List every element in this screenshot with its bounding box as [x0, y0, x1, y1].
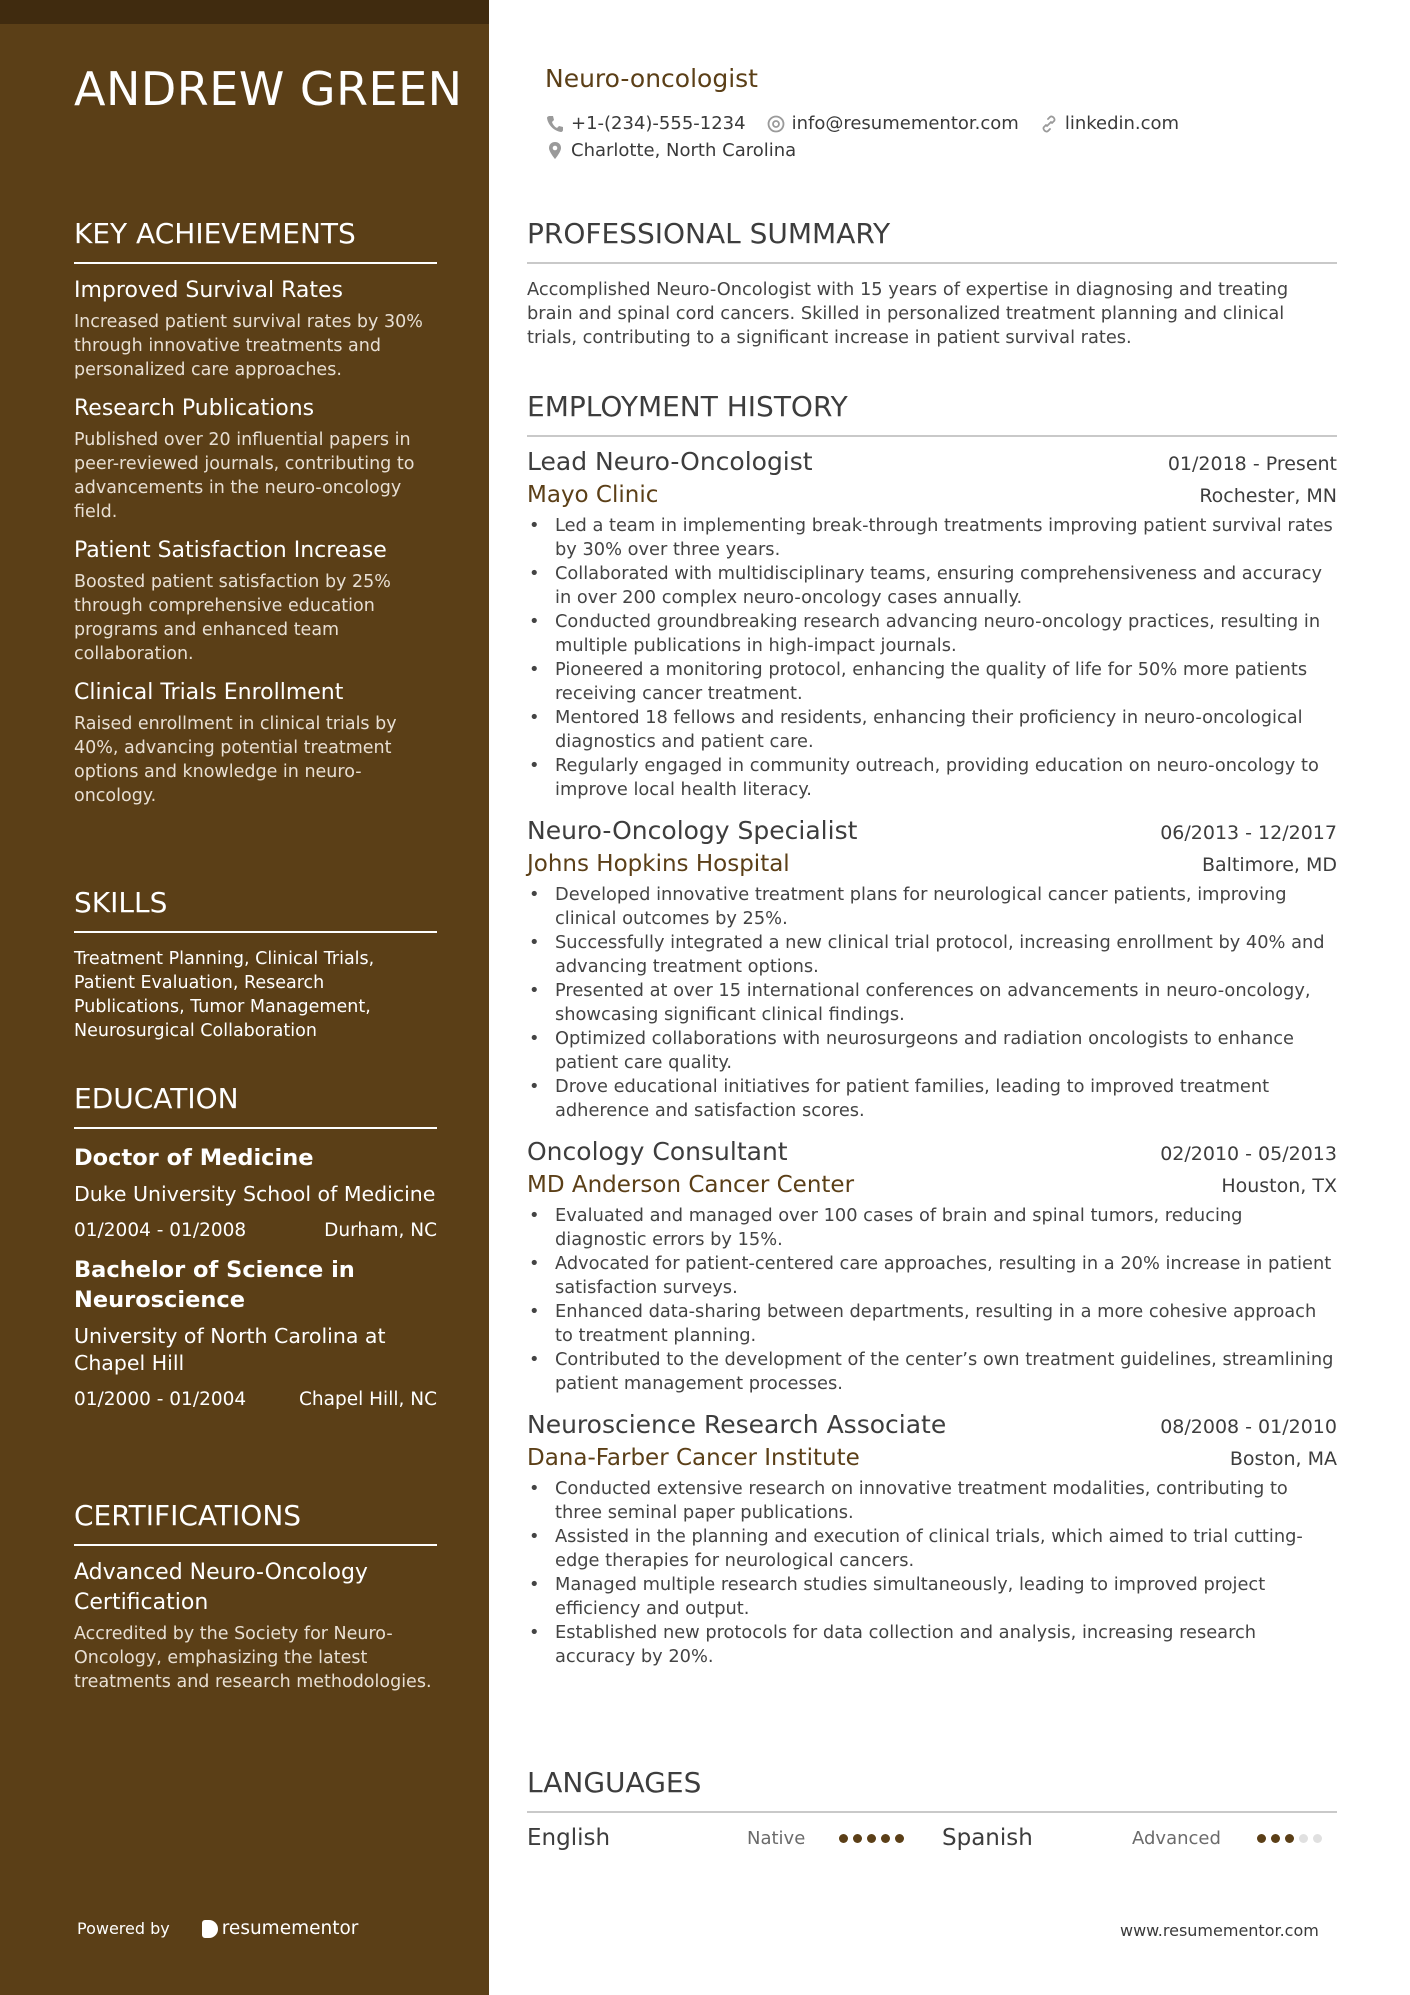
job-role: Oncology Consultant: [527, 1137, 788, 1166]
achievement-title: Improved Survival Rates: [74, 278, 344, 303]
sidebar: [0, 0, 489, 1995]
rating-dot-filled: [1271, 1834, 1280, 1843]
job-bullet: • Evaluated and managed over 100 cases of brain and spinal tumors, reducing diagnostic errors by 15%.: [527, 1204, 1337, 1252]
job-bullet: • Drove educational initiatives for patient families, leading to improved treatment adherence and satisfaction scores.: [527, 1075, 1337, 1123]
achievement-desc: Published over 20 influential papers in peer-reviewed journals, contributing to advancements in the neuro-oncology field.: [74, 430, 415, 522]
job-dates: 01/2018 - Present: [1167, 453, 1337, 475]
language-name: Spanish: [942, 1825, 1033, 1851]
contact-phone[interactable]: [545, 113, 746, 134]
languages-row: [527, 1825, 1337, 1851]
skills-list: Treatment Planning, Clinical Trials, Patient Evaluation, Research Publications, Tumor Management, Neurosurgical Collaboration: [74, 949, 375, 1041]
candidate-title: Neuro-oncologist: [545, 64, 758, 93]
job-company: Mayo Clinic: [527, 482, 659, 508]
languages-section: [527, 1766, 1337, 1851]
certification-title: Advanced Neuro-Oncology Certification: [74, 1560, 368, 1615]
education-dates: 01/2000 - 01/2004: [74, 1389, 247, 1410]
job-entry: [527, 1410, 1337, 1669]
job-bullet: • Managed multiple research studies simultaneously, leading to improved project efficiency and output.: [527, 1573, 1337, 1621]
email-text: info@resumementor.com: [791, 113, 1019, 134]
summary-text: Accomplished Neuro-Oncologist with 15 years of expertise in diagnosing and treating brain and spinal cord cancers. Skilled in personalized treatment planning and clinical trials, contributing to a significant increase in patient survival rates.: [527, 279, 1289, 348]
phone-icon: [545, 114, 565, 134]
job-dates: 08/2008 - 01/2010: [1160, 1416, 1337, 1438]
rating-dot-filled: [881, 1834, 890, 1843]
job-bullet: • Led a team in implementing break-through treatments improving patient survival rates by 30% over three years.: [527, 514, 1337, 562]
job-bullet: • Enhanced data-sharing between departments, resulting in a more cohesive approach to treatment planning.: [527, 1300, 1337, 1348]
rating-dot-empty: [1313, 1834, 1322, 1843]
rating-dot-filled: [867, 1834, 876, 1843]
achievement-item: [74, 678, 437, 808]
contact-location: [545, 140, 796, 161]
certifications-section: [74, 1499, 437, 1694]
skills-heading: SKILLS: [74, 886, 437, 933]
brand-logo-icon: [202, 1920, 218, 1938]
job-role: Neuro-Oncology Specialist: [527, 816, 858, 845]
language-rating: [839, 1834, 909, 1843]
rating-dot-empty: [1299, 1834, 1308, 1843]
job-bullet: • Successfully integrated a new clinical trial protocol, increasing enrollment by 40% and advancing treatment options.: [527, 931, 1337, 979]
job-bullet: • Conducted groundbreaking research advancing neuro-oncology practices, resulting in multiple publications in high-impact journals.: [527, 610, 1337, 658]
languages-heading: LANGUAGES: [527, 1766, 1337, 1813]
language-rating: [1257, 1834, 1327, 1843]
rating-dot-filled: [853, 1834, 862, 1843]
employment-history-section: [527, 390, 1337, 1669]
education-degree: Doctor of Medicine: [74, 1145, 314, 1171]
language-item: [527, 1825, 922, 1851]
education-school: University of North Carolina at Chapel Hill: [74, 1324, 386, 1375]
education-heading: EDUCATION: [74, 1082, 437, 1129]
contact-row: [545, 113, 1199, 134]
education-dates: 01/2004 - 01/2008: [74, 1220, 247, 1241]
job-entry: [527, 1137, 1337, 1396]
achievement-item: [74, 536, 437, 666]
job-bullets: [527, 883, 1337, 1123]
rating-dot-filled: [839, 1834, 848, 1843]
job-bullet: • Optimized collaborations with neurosurgeons and radiation oncologists to enhance patient care quality.: [527, 1027, 1337, 1075]
language-name: English: [527, 1825, 611, 1851]
job-bullets: [527, 514, 1337, 802]
skills-section: [74, 886, 437, 1043]
job-bullet: • Conducted extensive research on innovative treatment modalities, contributing to three seminal paper publications.: [527, 1477, 1337, 1525]
education-section: [74, 1082, 437, 1410]
summary-heading: PROFESSIONAL SUMMARY: [527, 217, 1337, 264]
achievement-item: [74, 394, 437, 524]
achievement-item: [74, 276, 437, 382]
rating-dot-filled: [1257, 1834, 1266, 1843]
education-meta: [74, 1389, 437, 1410]
achievement-title: Research Publications: [74, 396, 315, 421]
job-dates: 02/2010 - 05/2013: [1160, 1143, 1337, 1165]
education-location: Chapel Hill, NC: [299, 1389, 437, 1410]
contact-email[interactable]: [766, 113, 1019, 134]
at-icon: [766, 114, 786, 134]
phone-text: +1-(234)-555-1234: [571, 113, 746, 134]
education-school: Duke University School of Medicine: [74, 1182, 436, 1206]
rating-dot-filled: [1285, 1834, 1294, 1843]
job-location: Houston, TX: [1221, 1175, 1337, 1197]
brand-logo[interactable]: [202, 1918, 359, 1939]
job-bullet: • Contributed to the development of the center’s own treatment guidelines, streamlining patient management processes.: [527, 1348, 1337, 1396]
professional-summary-section: [527, 217, 1337, 350]
education-meta: [74, 1220, 437, 1241]
candidate-name: ANDREW GREEN: [74, 62, 463, 116]
footer-url[interactable]: www.resumementor.com: [1120, 1921, 1319, 1940]
job-company: Dana-Farber Cancer Institute: [527, 1445, 860, 1471]
job-company: MD Anderson Cancer Center: [527, 1172, 855, 1198]
key-achievements-section: [74, 217, 437, 808]
job-bullet: • Developed innovative treatment plans for neurological cancer patients, improving clinical outcomes by 25%.: [527, 883, 1337, 931]
job-role: Neuroscience Research Associate: [527, 1410, 947, 1439]
job-bullets: [527, 1477, 1337, 1669]
location-text: Charlotte, North Carolina: [571, 140, 797, 161]
job-bullet: • Advocated for patient-centered care approaches, resulting in a 20% increase in patient satisfaction surveys.: [527, 1252, 1337, 1300]
key-achievements-heading: KEY ACHIEVEMENTS: [74, 217, 437, 264]
education-location: Durham, NC: [324, 1220, 437, 1241]
rating-dot-filled: [895, 1834, 904, 1843]
achievement-desc: Raised enrollment in clinical trials by 40%, advancing potential treatment options and knowledge in neuro-oncology.: [74, 714, 397, 806]
job-bullet: • Pioneered a monitoring protocol, enhancing the quality of life for 50% more patients receiving cancer treatment.: [527, 658, 1337, 706]
job-entry: [527, 816, 1337, 1123]
powered-by: [77, 1918, 358, 1939]
job-bullet: • Collaborated with multidisciplinary teams, ensuring comprehensiveness and accuracy in over 200 complex neuro-oncology cases annually.: [527, 562, 1337, 610]
job-role: Lead Neuro-Oncologist: [527, 447, 813, 476]
achievement-title: Patient Satisfaction Increase: [74, 538, 387, 563]
certification-item: [74, 1558, 437, 1694]
language-level: Native: [747, 1827, 806, 1849]
job-location: Boston, MA: [1229, 1448, 1337, 1470]
job-entry: [527, 447, 1337, 802]
job-bullets: [527, 1204, 1337, 1396]
contact-linkedin[interactable]: [1039, 113, 1179, 134]
job-location: Baltimore, MD: [1201, 854, 1337, 876]
link-icon: [1039, 114, 1059, 134]
job-company: Johns Hopkins Hospital: [527, 851, 790, 877]
language-item: [942, 1825, 1337, 1851]
education-item: [74, 1255, 437, 1410]
employment-heading: EMPLOYMENT HISTORY: [527, 390, 1337, 437]
achievement-desc: Boosted patient satisfaction by 25% through comprehensive education programs and enhanced team collaboration.: [74, 572, 391, 664]
education-item: [74, 1143, 437, 1241]
certifications-heading: CERTIFICATIONS: [74, 1499, 437, 1546]
brand-name: resumementor: [221, 1918, 359, 1939]
location-pin-icon: [545, 141, 565, 161]
achievement-desc: Increased patient survival rates by 30% through innovative treatments and personalized care approaches.: [74, 312, 423, 380]
job-location: Rochester, MN: [1199, 485, 1337, 507]
job-bullet: • Established new protocols for data collection and analysis, increasing research accuracy by 20%.: [527, 1621, 1337, 1669]
language-level: Advanced: [1132, 1827, 1221, 1849]
job-bullet: • Presented at over 15 international conferences on advancements in neuro-oncology, showcasing significant clinical findings.: [527, 979, 1337, 1027]
job-dates: 06/2013 - 12/2017: [1160, 822, 1337, 844]
job-bullet: • Assisted in the planning and execution of clinical trials, which aimed to trial cutting-edge therapies for neurological cancers.: [527, 1525, 1337, 1573]
linkedin-text: linkedin.com: [1064, 113, 1180, 134]
certification-desc: Accredited by the Society for Neuro-Oncology, emphasizing the latest treatments and research methodologies.: [74, 1624, 432, 1692]
achievement-title: Clinical Trials Enrollment: [74, 680, 344, 705]
education-degree: Bachelor of Science in Neuroscience: [74, 1257, 355, 1313]
powered-by-label: Powered by: [77, 1919, 170, 1938]
sidebar-top-band: [0, 0, 489, 24]
job-bullet: • Mentored 18 fellows and residents, enhancing their proficiency in neuro-oncological diagnostics and patient care.: [527, 706, 1337, 754]
job-bullet: • Regularly engaged in community outreach, providing education on neuro-oncology to improve local health literacy.: [527, 754, 1337, 802]
